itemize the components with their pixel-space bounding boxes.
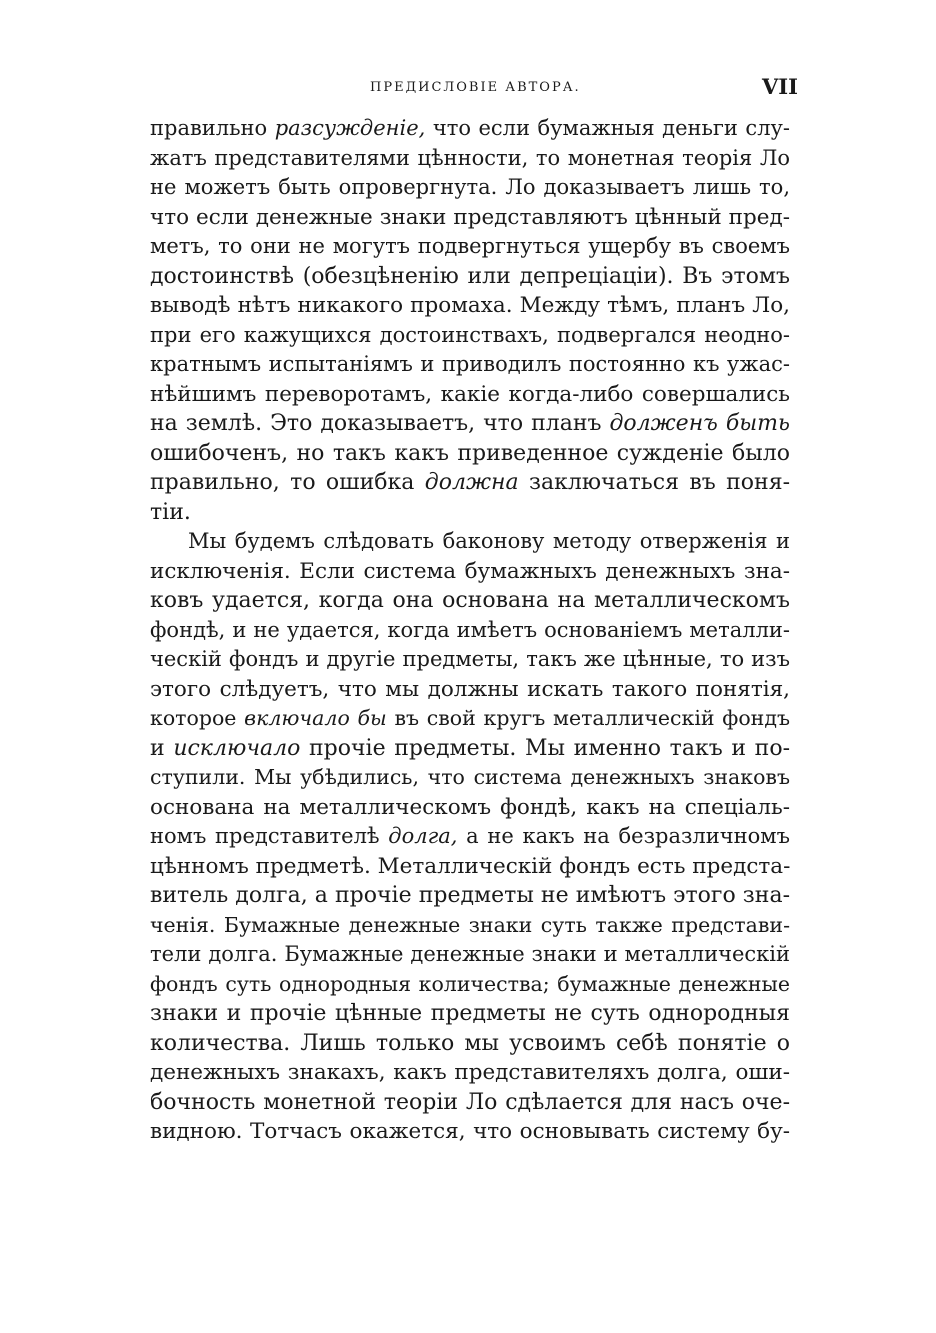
text-line — [150, 527, 790, 557]
text-line — [150, 763, 790, 793]
text-line — [150, 675, 790, 705]
page-number: VII — [762, 74, 798, 99]
text-run: ченія. Бумажные денежные знаки суть также представи- — [150, 912, 790, 937]
text-line — [150, 439, 790, 469]
text-run: ковъ удается, когда она основана на металлическомъ — [150, 588, 790, 613]
text-line — [150, 822, 790, 852]
emphasis-text: долженъ быть — [609, 411, 791, 436]
text-run: метъ, то они не могутъ подвергнуться ущербу въ своемъ — [150, 234, 790, 258]
text-line — [150, 645, 790, 675]
text-line — [150, 734, 790, 764]
text-line — [150, 498, 790, 528]
text-run: тели долга. Бумажные денежные знаки и металлическій — [150, 942, 790, 966]
text-line — [150, 380, 790, 410]
text-line — [150, 940, 790, 970]
emphasis-text: должна — [424, 470, 519, 495]
text-line — [150, 557, 790, 587]
paragraph — [150, 527, 790, 1147]
text-line — [150, 409, 790, 439]
text-run: бочность монетной теоріи Ло сдѣлается для насъ оче- — [150, 1089, 790, 1115]
text-run: которое — [150, 706, 245, 730]
text-run: цѣнномъ предметѣ. Металлическій фондъ есть предста- — [150, 853, 791, 879]
paragraph — [150, 114, 790, 527]
text-run: правильно, то ошибка — [150, 470, 425, 495]
text-run: основана на металлическомъ фондѣ, какъ на спеціаль- — [150, 794, 790, 820]
text-run: номъ представителѣ — [150, 824, 389, 848]
text-run: ошибоченъ, но такъ какъ приведенное сужденіе было — [150, 440, 790, 466]
text-line — [150, 881, 790, 911]
running-head: ПРЕДИСЛОВІЕ АВТОРА. — [370, 80, 581, 95]
text-run: денежныхъ знакахъ, какъ представителяхъ долга, оши- — [150, 1060, 790, 1085]
text-line — [150, 999, 790, 1029]
text-run: количества. Лишь только мы усвоимъ себѣ понятіе о — [150, 1030, 790, 1056]
text-line — [150, 911, 790, 941]
text-line — [150, 586, 790, 616]
text-run: правильно — [150, 116, 275, 140]
text-line — [150, 468, 790, 498]
text-line — [150, 704, 790, 734]
emphasis-text: исключало — [173, 735, 301, 761]
text-run: жатъ представителями цѣнности, то монетная теорія Ло — [150, 145, 790, 170]
text-line — [150, 1117, 790, 1147]
text-line — [150, 616, 790, 646]
text-line — [150, 321, 790, 351]
text-run: этого слѣдуетъ, что мы должны искать такого понятія, — [150, 676, 790, 702]
text-run: тіи. — [150, 499, 191, 525]
text-run: фондѣ, и не удается, когда имѣетъ основаніемъ металли- — [150, 617, 790, 642]
text-line — [150, 203, 790, 233]
text-run: а не какъ на безразличномъ — [457, 824, 790, 848]
text-line — [150, 291, 790, 321]
emphasis-text: долга, — [388, 824, 458, 848]
text-line — [150, 793, 790, 823]
text-line — [150, 970, 790, 1000]
text-run: что если денежные знаки представляютъ цѣнный пред- — [150, 204, 790, 230]
text-run: знаки и прочіе цѣнные предметы не суть однородныя — [150, 1001, 790, 1026]
text-run: фондъ суть однородныя количества; бумажные денежные — [150, 971, 790, 996]
text-run: ческій фондъ и другіе предметы, такъ же цѣнные, то изъ — [150, 647, 790, 671]
text-line — [150, 1058, 790, 1088]
text-line — [150, 114, 790, 144]
text-run: что если бумажныя деньги слу- — [425, 116, 790, 140]
text-line — [150, 1029, 790, 1059]
text-run: ступили. Мы убѣдились, что система денежныхъ знаковъ — [150, 765, 790, 789]
text-line — [150, 262, 790, 292]
text-line — [150, 173, 790, 203]
text-run: нѣйшимъ переворотамъ, какіе когда-либо совершались — [150, 381, 790, 407]
text-line — [150, 350, 790, 380]
emphasis-text: включало бы — [244, 706, 387, 730]
text-line — [150, 232, 790, 262]
text-line — [150, 852, 790, 882]
text-run: кратнымъ испытаніямъ и приводилъ постоянно къ ужас- — [150, 352, 790, 376]
text-run: въ свой кругъ металлическій фондъ — [386, 706, 790, 730]
text-run: Мы будемъ слѣдовать баконову методу отверженія и — [188, 529, 790, 553]
text-run: видною. Тотчасъ окажется, что основывать систему бу- — [150, 1119, 790, 1144]
text-run: выводѣ нѣтъ никакого промаха. Между тѣмъ, планъ Ло, — [150, 293, 790, 318]
text-run: заключаться въ поня- — [518, 470, 791, 495]
text-run: достоинствѣ (обезцѣненію или депреціаціи). Въ этомъ — [150, 263, 790, 289]
text-run: исключенія. Если система бумажныхъ денежныхъ зна- — [150, 558, 790, 584]
text-line — [150, 1088, 790, 1118]
text-run: прочіе предметы. Мы именно такъ и по- — [300, 735, 791, 761]
text-run: витель долга, а прочіе предметы не имѣютъ этого зна- — [150, 883, 790, 908]
text-line — [150, 144, 790, 174]
text-run: и — [150, 735, 174, 761]
text-run: не можетъ быть опровергнута. Ло доказываетъ лишь то, — [150, 175, 790, 199]
text-run: на землѣ. Это доказываетъ, что планъ — [150, 411, 610, 436]
emphasis-text: разсужденіе, — [274, 116, 426, 140]
body-text — [150, 114, 790, 1147]
text-run: при его кажущихся достоинствахъ, подвергался неодно- — [150, 322, 790, 347]
